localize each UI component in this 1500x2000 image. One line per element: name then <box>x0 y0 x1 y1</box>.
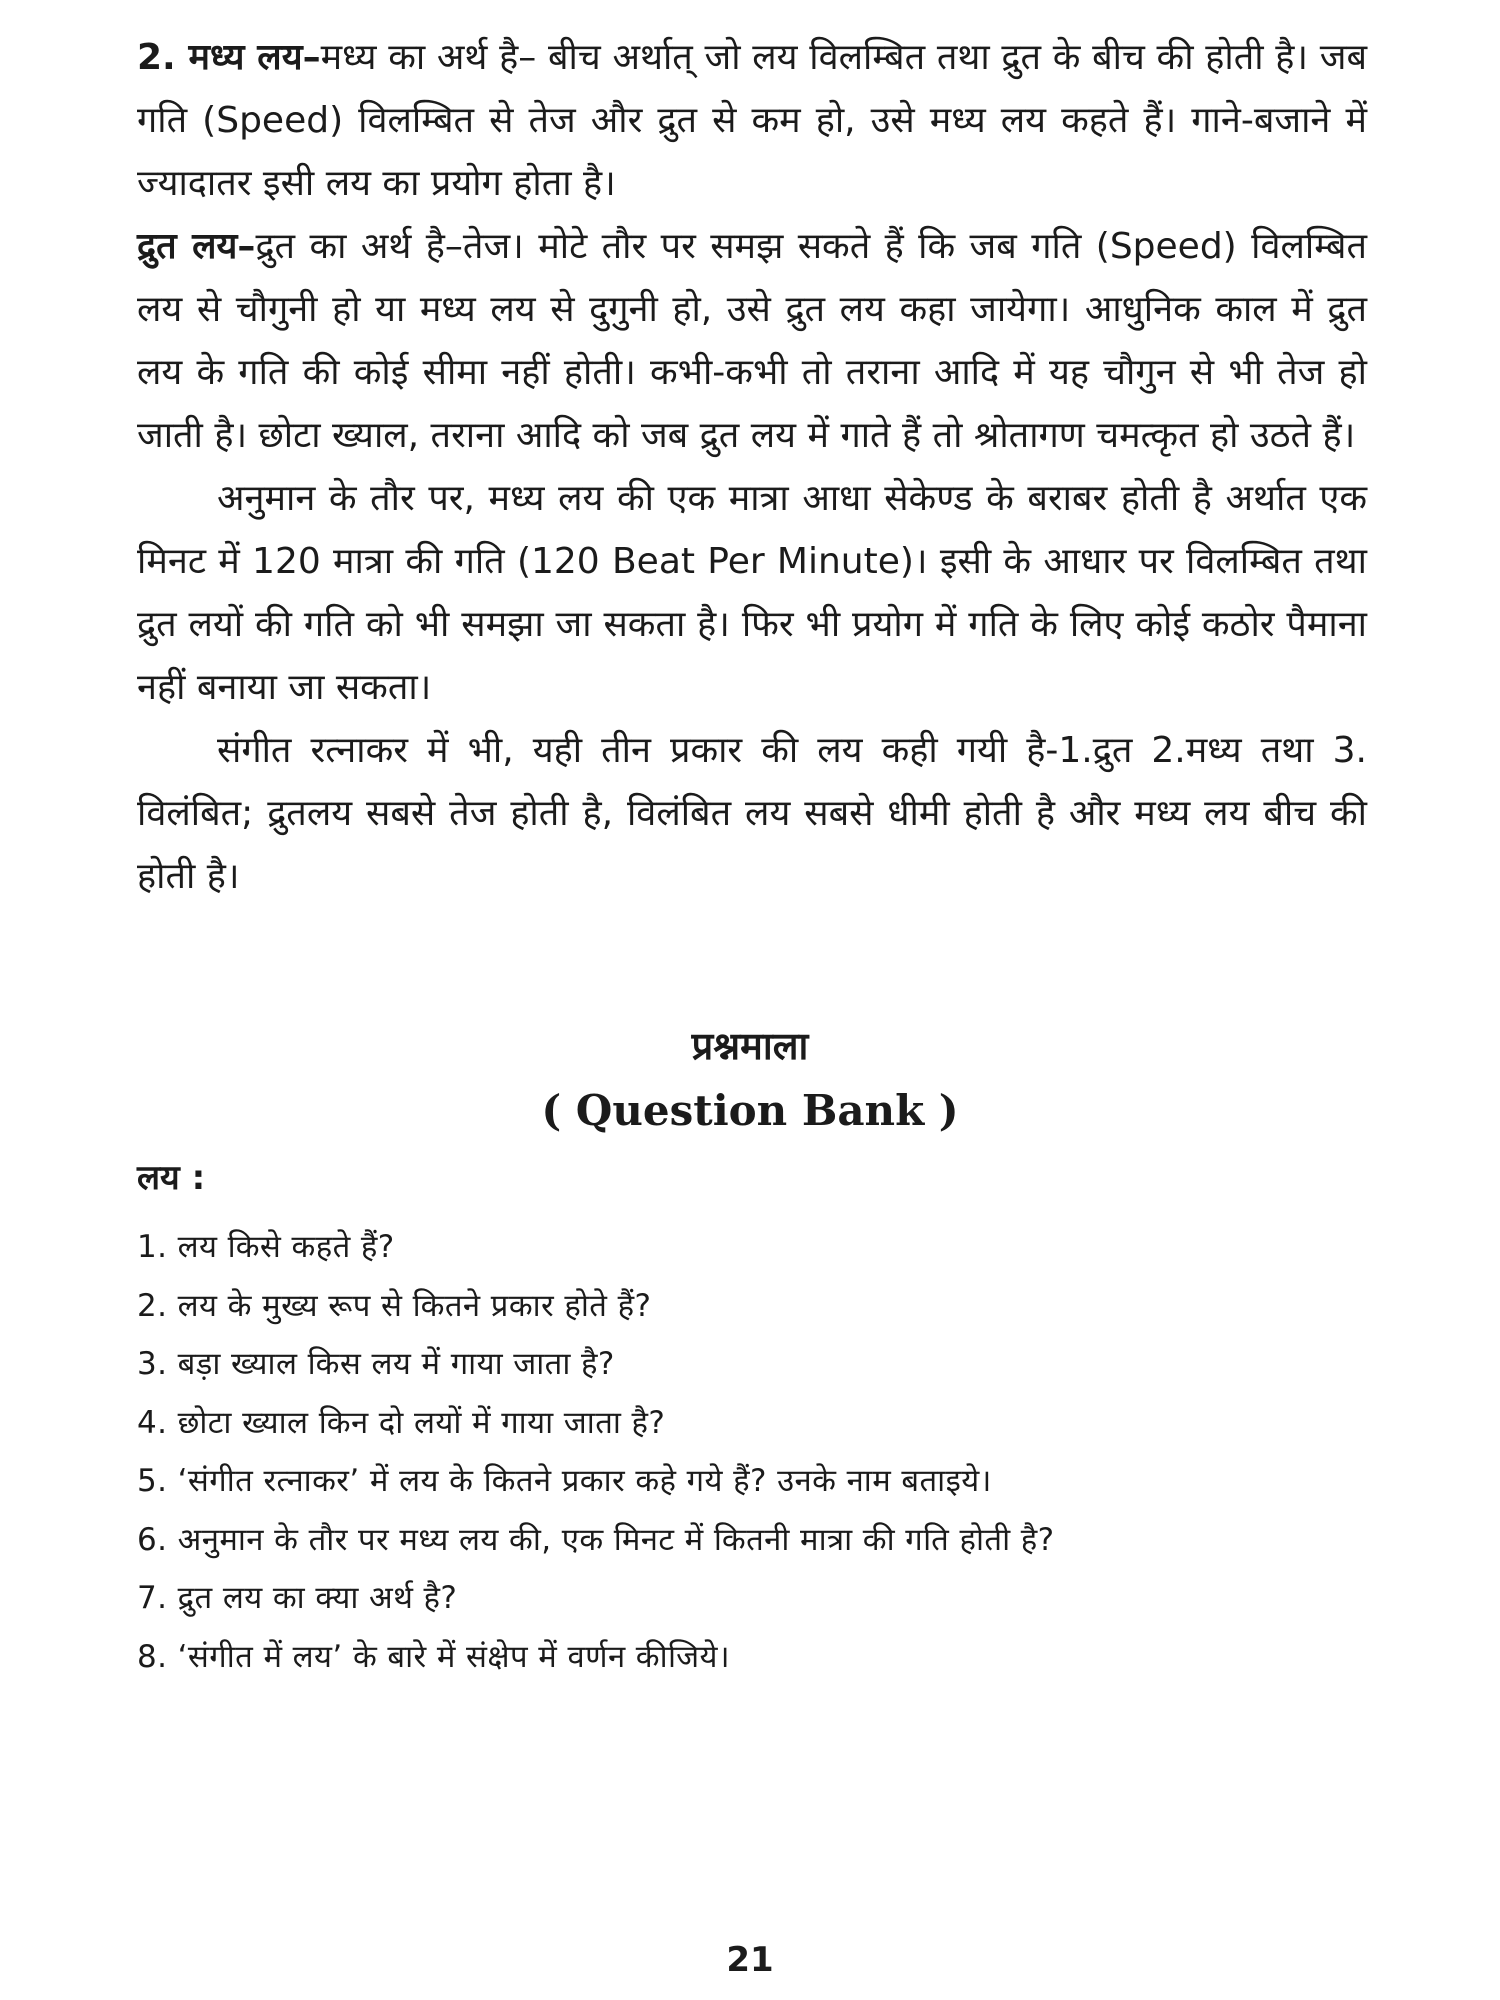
question-item: 7. द्रुत लय का क्या अर्थ है? <box>137 1580 458 1616</box>
page-number: 21 <box>726 1940 774 1980</box>
paragraph-lead: 2. मध्य लय– <box>137 37 321 78</box>
question-item: 6. अनुमान के तौर पर मध्य लय की, एक मिनट में कितनी मात्रा की गति होती है? <box>137 1521 1055 1558</box>
question-item: 8. ‘संगीत में लय’ के बारे में संक्षेप में वर्णन कीजिये। <box>137 1638 731 1675</box>
paragraph-text: मध्य का अर्थ है– बीच अर्थात् जो लय विलम्बित तथा द्रुत के बीच की होती है। जब गति (Speed) विलम्बित से तेज और द्रुत से कम हो, उसे मध्य लय कहते हैं। गाने-बजाने में ज्यादातर इसी लय का प्रयोग होता है। <box>137 37 1367 204</box>
question-item: 2. लय के मुख्य रूप से कितने प्रकार होते हैं? <box>137 1287 652 1324</box>
paragraph-lead: द्रुत लय– <box>137 226 256 267</box>
question-bank-title-hindi: प्रश्नमाला <box>691 1024 809 1068</box>
question-list <box>137 1218 1367 1686</box>
question-bank-title-english: ( Question Bank ) <box>541 1086 959 1135</box>
question-item: 4. छोटा ख्याल किन दो लयों में गाया जाता है? <box>137 1404 666 1441</box>
paragraph-drut-lay <box>137 215 1367 467</box>
paragraph-madhya-lay <box>137 26 1367 215</box>
body-text <box>137 26 1367 908</box>
paragraph-text: द्रुत का अर्थ है–तेज। मोटे तौर पर समझ सकते हैं कि जब गति (Speed) विलम्बित लय से चौगुनी हो या मध्य लय से दुगुनी हो, उसे द्रुत लय कहा जायेगा। आधुनिक काल में द्रुत लय के गति की कोई सीमा नहीं होती। कभी-कभी तो तराना आदि में यह चौगुन से भी तेज हो जाती है। छोटा ख्याल, तराना आदि को जब द्रुत लय में गाते हैं तो श्रोतागण चमत्कृत हो उठते हैं। <box>137 226 1367 456</box>
section-label: लय : <box>137 1158 206 1198</box>
question-item: 3. बड़ा ख्याल किस लय में गाया जाता है? <box>137 1346 615 1382</box>
question-item: 5. ‘संगीत रत्नाकर’ में लय के कितने प्रकार कहे गये हैं? उनके नाम बताइये। <box>137 1463 992 1499</box>
paragraph-anuman: अनुमान के तौर पर, मध्य लय की एक मात्रा आधा सेकेण्ड के बराबर होती है अर्थात एक मिनट में 120 मात्रा की गति (120 Beat Per Minute)। इसी के आधार पर विलम्बित तथा द्रुत लयों की गति को भी समझा जा सकता है। फिर भी प्रयोग में गति के लिए कोई कठोर पैमाना नहीं बनाया जा सकता। <box>137 478 1367 708</box>
paragraph-sangeet-ratnakar: संगीत रत्नाकर में भी, यही तीन प्रकार की लय कही गयी है-1.द्रुत 2.मध्य तथा 3. विलंबित; द्रुतलय सबसे तेज होती है, विलंबित लय सबसे धीमी होती है और मध्य लय बीच की होती है। <box>137 730 1367 897</box>
question-item: 1. लय किसे कहते हैं? <box>137 1229 395 1265</box>
